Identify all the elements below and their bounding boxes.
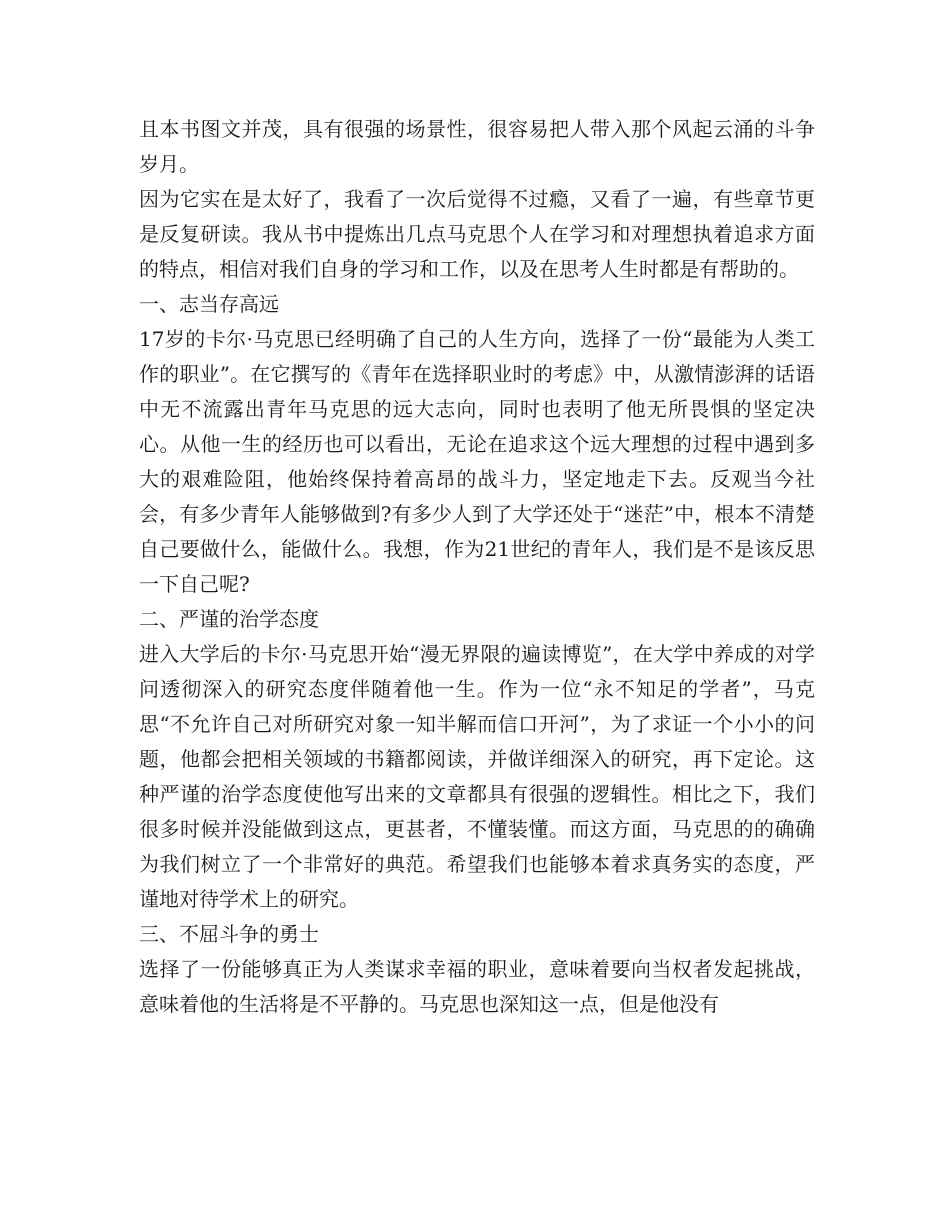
body-paragraph: 且本书图文并茂，具有很强的场景性，很容易把人带入那个风起云涌的斗争岁月。 bbox=[139, 117, 815, 176]
section-heading: 一、志当存高远 bbox=[139, 292, 279, 316]
body-paragraph: 因为它实在是太好了，我看了一次后觉得不过瘾，又看了一遍，有些章节更是反复研读。我从书中提炼出几点马克思个人在学习和对理想执着追求方面的特点，相信对我们自身的学习和工作，以及在思考人生时都是有帮助的。 bbox=[139, 187, 815, 281]
body-paragraph: 选择了一份能够真正为人类谋求幸福的职业，意味着要向当权者发起挑战，意味着他的生活将是不平静的。马克思也深知这一点，但是他没有 bbox=[139, 957, 815, 1016]
section-heading: 三、不屈斗争的勇士 bbox=[139, 922, 319, 946]
document-body bbox=[139, 112, 815, 1022]
section-heading: 二、严谨的治学态度 bbox=[139, 607, 319, 631]
body-paragraph: 进入大学后的卡尔·马克思开始“漫无界限的遍读博览”，在大学中养成的对学问透彻深入的研究态度伴随着他一生。作为一位“永不知足的学者”，马克思“不允许自己对所研究对象一知半解而信口开河”，为了求证一个小小的问题，他都会把相关领域的书籍都阅读，并做详细深入的研究，再下定论。这种严谨的治学态度使他写出来的文章都具有很强的逻辑性。相比之下，我们很多时候并没能做到这点，更甚者，不懂装懂。而这方面，马克思的的确确为我们树立了一个非常好的典范。希望我们也能够本着求真务实的态度，严谨地对待学术上的研究。 bbox=[139, 642, 815, 911]
body-paragraph: 17岁的卡尔·马克思已经明确了自己的人生方向，选择了一份“最能为人类工作的职业”。在它撰写的《青年在选择职业时的考虑》中，从激情澎湃的话语中无不流露出青年马克思的远大志向，同时也表明了他无所畏惧的坚定决心。从他一生的经历也可以看出，无论在追求这个远大理想的过程中遇到多大的艰难险阻，他始终保持着高昂的战斗力，坚定地走下去。反观当今社会，有多少青年人能够做到?有多少人到了大学还处于“迷茫”中，根本不清楚自己要做什么，能做什么。我想，作为21世纪的青年人，我们是不是该反思一下自己呢? bbox=[139, 327, 815, 596]
